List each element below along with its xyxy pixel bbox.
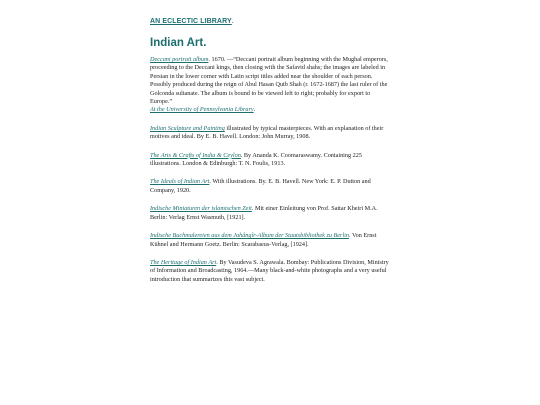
page-content	[150, 10, 390, 294]
list-item	[150, 259, 390, 284]
list-item	[150, 178, 390, 195]
source-link[interactable]: At the University of Pennsylvania Library	[150, 106, 254, 114]
list-item	[150, 152, 390, 169]
site-link-suffix: .	[231, 18, 234, 25]
entry-title-link[interactable]: Indian Sculpture and Painting	[150, 124, 225, 132]
entry-title-link[interactable]: The Arts & Crafts of India & Ceylon	[150, 151, 241, 159]
entry-description: . By Vasudeva S. Agrawala. Bombay: Publications Division, Ministry of Information and Broadcasting, 1964.—Many black-and-white photographs and a very useful introduction that summarizes this vast subject.	[150, 258, 389, 283]
entry-description: . Mit einer Einleitung von Prof. Sattar Kheiri M.A. Berlin: Verlag Ernst Wasmuth, [1921].	[150, 205, 378, 221]
entry-title-link[interactable]: Indische Buchmalereien aus dem Jahângîr-Album der Staatsbibliothek zu Berlin	[150, 232, 349, 240]
entry-title-link[interactable]: The Heritage of Indian Art	[150, 258, 217, 266]
entry-description: . By Ananda K. Coomaraswamy. Containing 225 illustrations. London & Edinburgh: T. N. Foulis, 1913.	[150, 151, 362, 168]
entry-description: . Von Ernst Kühnel and Hermann Goetz. Berlin: Scarabaeus-Verlag, [1924].	[150, 232, 377, 248]
list-item	[150, 232, 390, 249]
list-item	[150, 205, 390, 222]
list-item	[150, 125, 390, 142]
list-item	[150, 56, 390, 115]
entry-title-link[interactable]: Indische Miniaturen der islamischen Zeit	[150, 205, 252, 213]
entry-description: . With illustrations. By. E. B. Havell. New York: E. P. Dutton and Company, 1920.	[150, 178, 371, 194]
entry-description: . 1670. —“Deccani portrait album beginning with the Mughal emperors, proceeding to the Deccani kings, then closing with the Safavid shahs; the images are labeled in Persian in the lower corner with Latin script titles added near the shoulder of each person. Possibly produced during the reign of Abul Hasan Qutb Shah (r. 1672-1687) the last ruler of the Golconda sultanate. The album is bound to be viewed left to right; probably for export to Europe.”	[150, 56, 388, 106]
site-home-link[interactable]: AN ECLECTIC LIBRARY	[150, 18, 232, 25]
entry-description: illustrated by typical masterpieces. With an explanation of their motives and ideal. By E. B. Havell. London: John Murray, 1908.	[150, 124, 384, 141]
page-title: Indian Art.	[150, 37, 207, 49]
entry-title-link[interactable]: The Ideals of Indian Art	[150, 178, 210, 186]
entry-title-link[interactable]: Deccani portrait album	[150, 56, 209, 63]
source-link-suffix: .	[253, 106, 256, 114]
site-header	[150, 10, 390, 37]
